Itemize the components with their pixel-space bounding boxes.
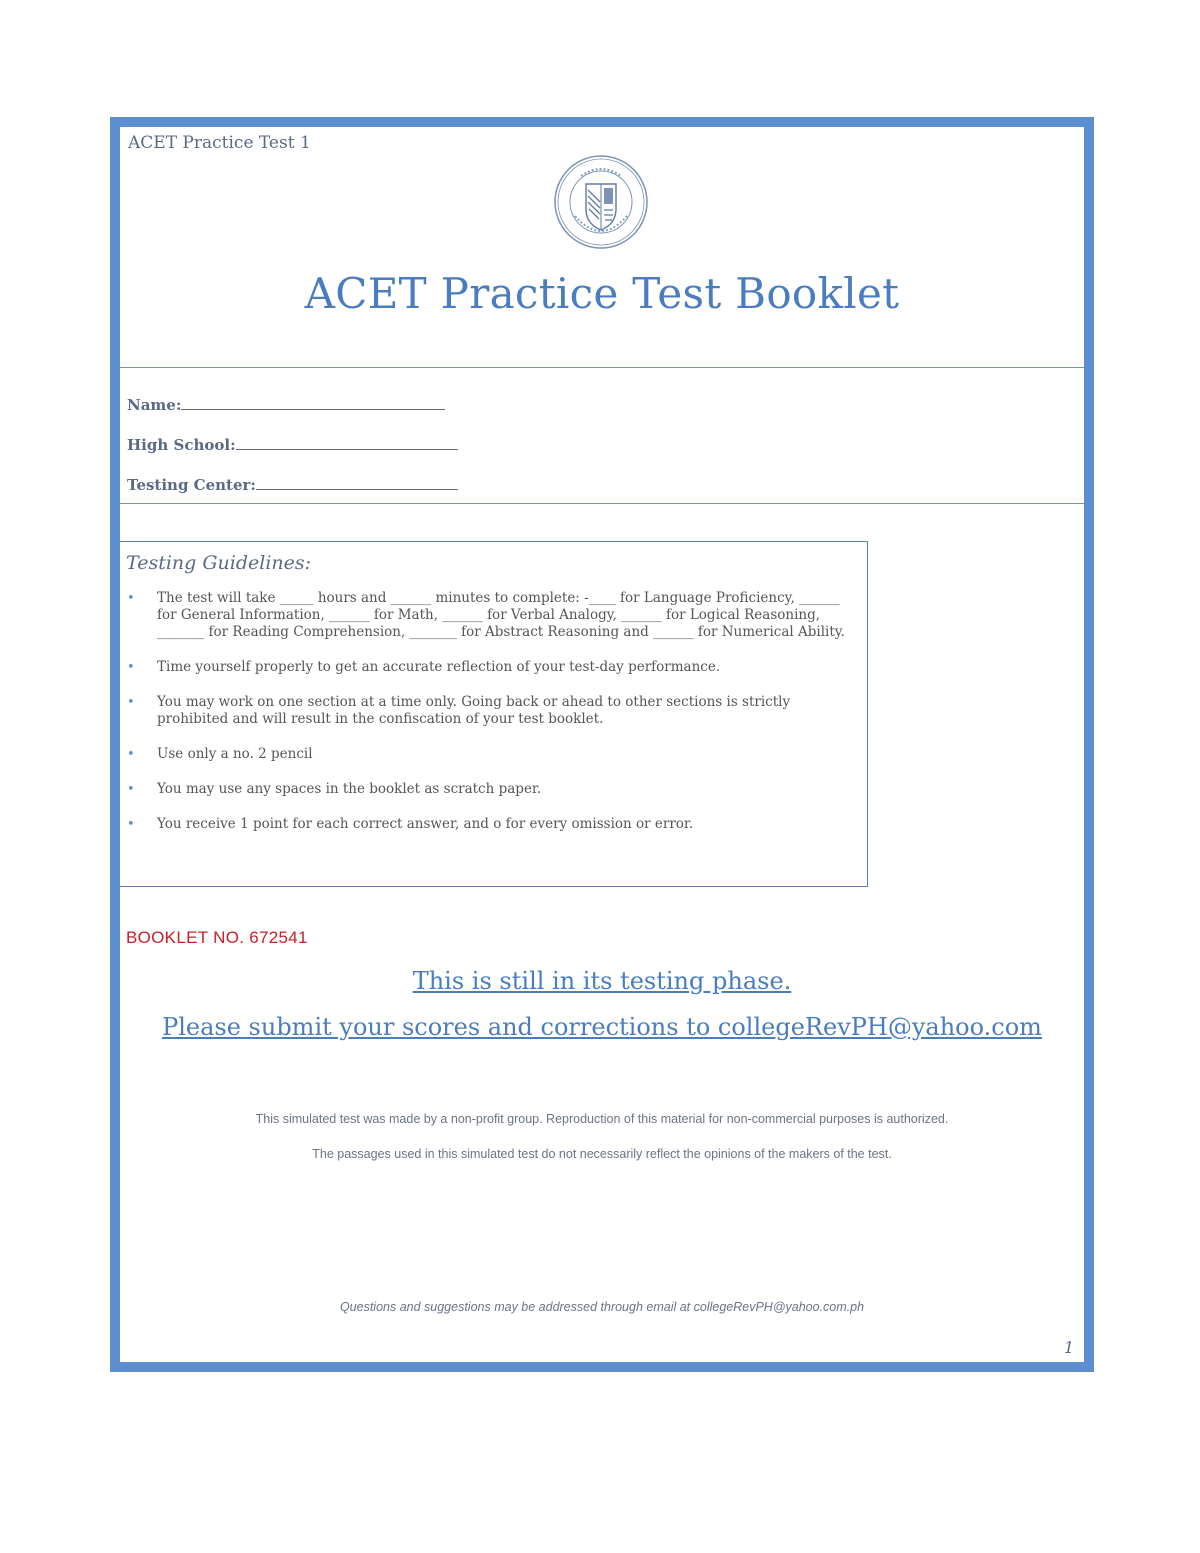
high-school-label: High School: bbox=[127, 436, 236, 454]
bullet-icon: • bbox=[127, 660, 135, 675]
submit-scores-link[interactable]: Please submit your scores and corrections to collegeRevPH@yahoo.com bbox=[162, 1013, 1042, 1041]
ateneo-seal-icon bbox=[553, 154, 649, 250]
bullet-icon: • bbox=[127, 817, 135, 832]
running-title: ACET Practice Test 1 bbox=[128, 133, 311, 153]
page-number: 1 bbox=[1063, 1338, 1074, 1357]
guideline-item: • You receive 1 point for each correct answer, and o for every omission or error. bbox=[127, 816, 694, 832]
high-school-field[interactable] bbox=[127, 435, 458, 454]
guidelines-box bbox=[120, 541, 868, 887]
bullet-icon: • bbox=[127, 747, 135, 762]
bullet-icon: • bbox=[127, 782, 135, 797]
divider bbox=[120, 503, 1084, 504]
high-school-blank[interactable] bbox=[236, 435, 458, 450]
testing-center-field[interactable] bbox=[127, 475, 458, 494]
disclaimer-line: This simulated test was made by a non-profit group. Reproduction of this material for non-commercial purposes is authorized. bbox=[255, 1112, 949, 1126]
booklet-number: BOOKLET NO. 672541 bbox=[126, 928, 308, 947]
guideline-item: • Time yourself properly to get an accurate reflection of your test-day performance. bbox=[127, 659, 721, 675]
guideline-item: • You may use any spaces in the booklet as scratch paper. bbox=[127, 781, 542, 797]
disclaimer-line: The passages used in this simulated test do not necessarily reflect the opinions of the makers of the test. bbox=[312, 1147, 892, 1161]
testing-center-label: Testing Center: bbox=[127, 476, 256, 494]
booklet-title: ACET Practice Test Booklet bbox=[304, 269, 900, 318]
divider bbox=[120, 367, 1084, 368]
name-label: Name: bbox=[127, 396, 182, 414]
name-field[interactable] bbox=[127, 395, 445, 414]
guideline-item: • You may work on one section at a time only. Going back or ahead to other sections is strictly prohibited and will result in the confiscation of your test booklet. bbox=[127, 694, 791, 727]
page-frame bbox=[110, 117, 1094, 1372]
name-blank[interactable] bbox=[181, 395, 445, 410]
guidelines-title: Testing Guidelines: bbox=[126, 552, 312, 574]
guidelines-list bbox=[120, 590, 860, 851]
bullet-icon: • bbox=[127, 695, 135, 710]
guideline-item: • The test will take _____ hours and ______ minutes to complete: -____ for Language Proficiency, ______ for General Information, ______ for Math, ______ for Verbal Analogy, ______ for Logical Reasoning, _______ for Reading Comprehension, _______ for Abstract Reasoning and ______ for Numerical Ability. bbox=[127, 590, 845, 640]
bullet-icon: • bbox=[127, 591, 135, 606]
footer-contact: Questions and suggestions may be addressed through email at collegeRevPH@yahoo.com.ph bbox=[339, 1300, 865, 1314]
testing-phase-notice: This is still in its testing phase. bbox=[412, 967, 792, 995]
guideline-item: • Use only a no. 2 pencil bbox=[127, 746, 313, 762]
testing-center-blank[interactable] bbox=[256, 475, 458, 490]
